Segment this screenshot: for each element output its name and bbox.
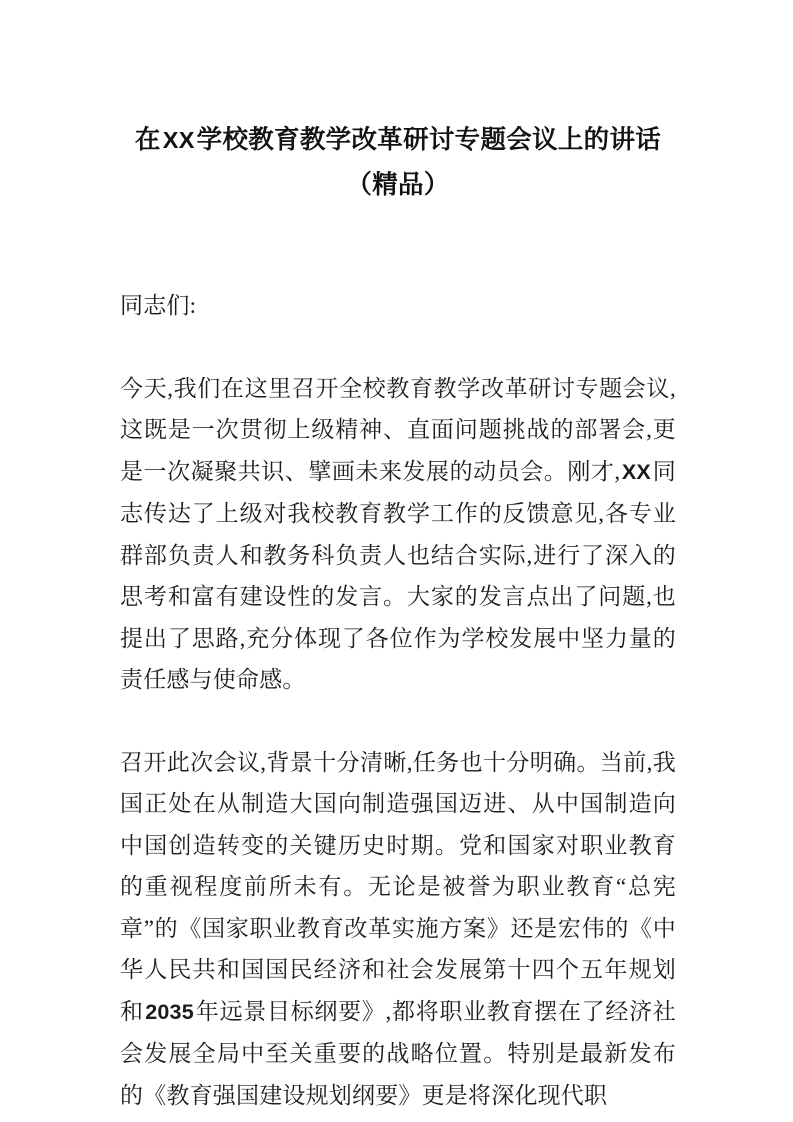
document-content-column — [120, 0, 676, 1116]
inline-text-run: 同志传达了上级对我校教育教学工作的反馈意见,各专业群部负责人和教务科负责人也结合实际,进行了深入的思考和富有建设性的发言。大家的发言点出了问题,也提出了思路,充分体现了各位作为学校发展中坚力量的责任感与使命感。 — [120, 458, 676, 692]
body-paragraph-1 — [120, 327, 676, 701]
title-line-secondary: （精品） — [346, 170, 450, 199]
inline-text-run: 召开此次会议,背景十分清晰,任务也十分明确。当前,我国正处在从制造大国向制造强国迈进、从中国制造向中国创造转变的关键历史时期。党和国家对职业教育的重视程度前所未有。无论是被誉为职业教育“总宪章”的《国家职业教育改革实施方案》还是宏伟的《中华人民共和国国民经济和社会发展第十四个五年规划和 — [120, 749, 676, 1024]
salutation: 同志们: — [120, 293, 197, 318]
inline-text-run: 今天,我们在这里召开全校教育教学改革研讨专题会议,这既是一次贯彻上级精神、直面问题挑战的部署会,更是一次凝聚共识、擘画未来发展的动员会。刚才, — [120, 375, 676, 484]
body-paragraph-2 — [120, 701, 676, 1117]
title-emphasis-xx: XX — [162, 127, 195, 153]
page-title — [120, 0, 676, 205]
inline-emphasis: 2035 — [145, 999, 194, 1024]
title-line-primary — [120, 0, 676, 161]
title-prefix-text: 在 — [134, 125, 161, 154]
inline-text-run: 年远景目标纲要》,都将职业教育摆在了经济社会发展全局中至关重要的战略位置。特别是最新发布的《教育强国建设规划纲要》更是将深化现代职 — [120, 998, 677, 1108]
inline-emphasis: XX — [621, 459, 651, 484]
title-suffix-text: 学校教育教学改革研讨专题会议上的讲话 — [196, 125, 662, 154]
